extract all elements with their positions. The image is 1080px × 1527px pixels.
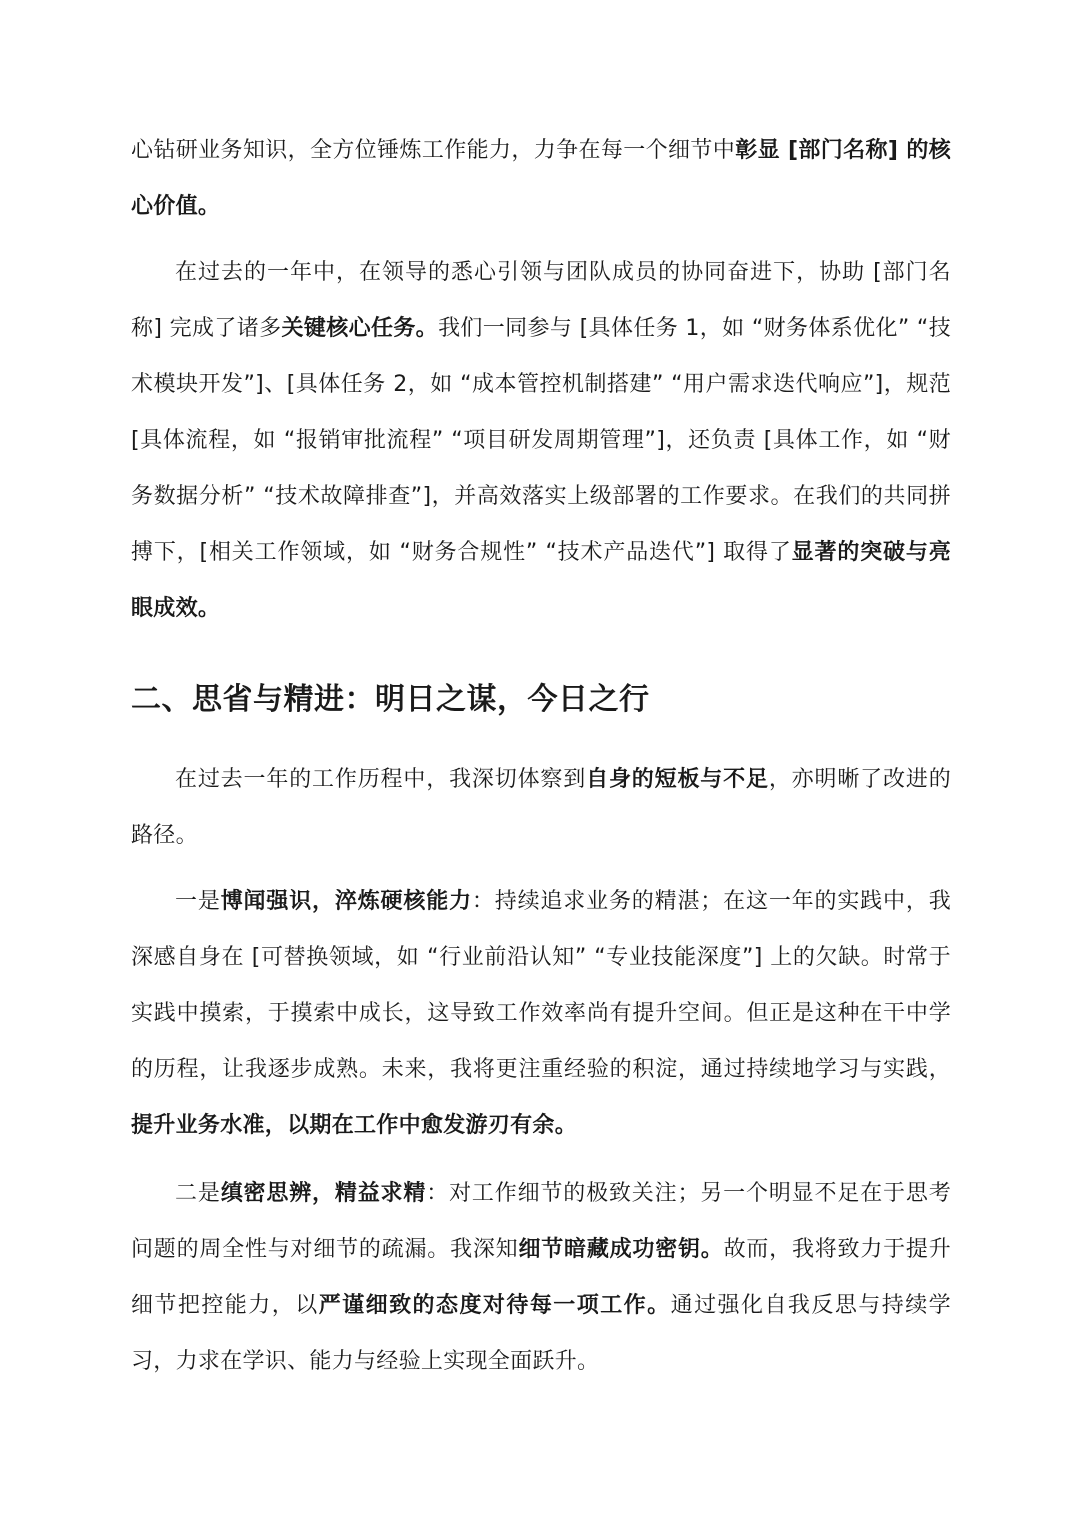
text-run: ，亦明晰了改进的路径。 xyxy=(131,767,952,848)
text-run: 在过去一年的工作历程中，我深切体察到 xyxy=(175,767,587,792)
paragraph-point-one xyxy=(131,874,951,1154)
bold-text: 缜密思辨，精益求精 xyxy=(220,1181,427,1206)
text-run: ：对工作细节的极致关注；另一个明显不足在于思考问题的周全性与对细节的疏漏。我深知 xyxy=(131,1181,952,1262)
text-run: 我们一同参与 [具体任务 1，如 “财务体系优化” “技术模块开发”]、[具体任务 2，如 “成本管控机制搭建” “用户需求迭代响应”]，规范 [具体流程，如 “报销审批流程” “项目研发周期管理”]，还负责 [具体工作，如 “财务数据分析” “技术故障排查”]，并高效落实上级部署的工作要求。在我们的共同拼搏下，[相关工作领域，如 “财务合规性” “技术产品迭代”] 取得了 xyxy=(131,316,951,565)
section-heading: 二、思省与精进：明日之谋，今日之行 xyxy=(131,682,650,717)
text-run: 二是 xyxy=(175,1181,221,1206)
bold-text: 严谨细致的态度对待每一项工作。 xyxy=(318,1293,671,1318)
bold-text: 博闻强识，淬炼硬核能力 xyxy=(220,889,472,914)
bold-text: 提升业务水准，以期在工作中愈发游刃有余。 xyxy=(131,1113,578,1138)
text-run: 一是 xyxy=(175,889,221,914)
bold-text: 显著的突破与亮眼成效。 xyxy=(131,540,951,621)
paragraph-point-two xyxy=(131,1166,951,1390)
paragraph-achievements xyxy=(131,245,951,637)
bold-text: 彰显 [部门名称] 的核心价值。 xyxy=(131,138,952,219)
text-run: 在过去的一年中，在领导的悉心引领与团队成员的协同奋进下，协助 [部门名称] 完成了诸多 xyxy=(131,260,951,341)
paragraph-continued xyxy=(131,123,951,235)
text-run: 心钻研业务知识，全方位锤炼工作能力，力争在每一个细节中 xyxy=(131,138,736,163)
text-run: 通过强化自我反思与持续学习，力求在学识、能力与经验上实现全面跃升。 xyxy=(131,1293,951,1374)
paragraph-reflection-intro xyxy=(131,752,951,864)
bold-text: 细节暗藏成功密钥。 xyxy=(518,1237,724,1262)
text-run: ：持续追求业务的精湛；在这一年的实践中，我深感自身在 [可替换领域，如 “行业前沿认知” “专业技能深度”] 上的欠缺。时常于实践中摸索，于摸索中成长，这导致工作效率尚有提升空间。但正是这种在干中学的历程，让我逐步成熟。未来，我将更注重经验的积淀，通过持续地学习与实践， xyxy=(131,889,951,1082)
bold-text: 自身的短板与不足 xyxy=(586,767,769,792)
text-run: 故而，我将致力于提升细节把控能力，以 xyxy=(131,1237,951,1318)
bold-text: 关键核心任务。 xyxy=(281,316,439,341)
